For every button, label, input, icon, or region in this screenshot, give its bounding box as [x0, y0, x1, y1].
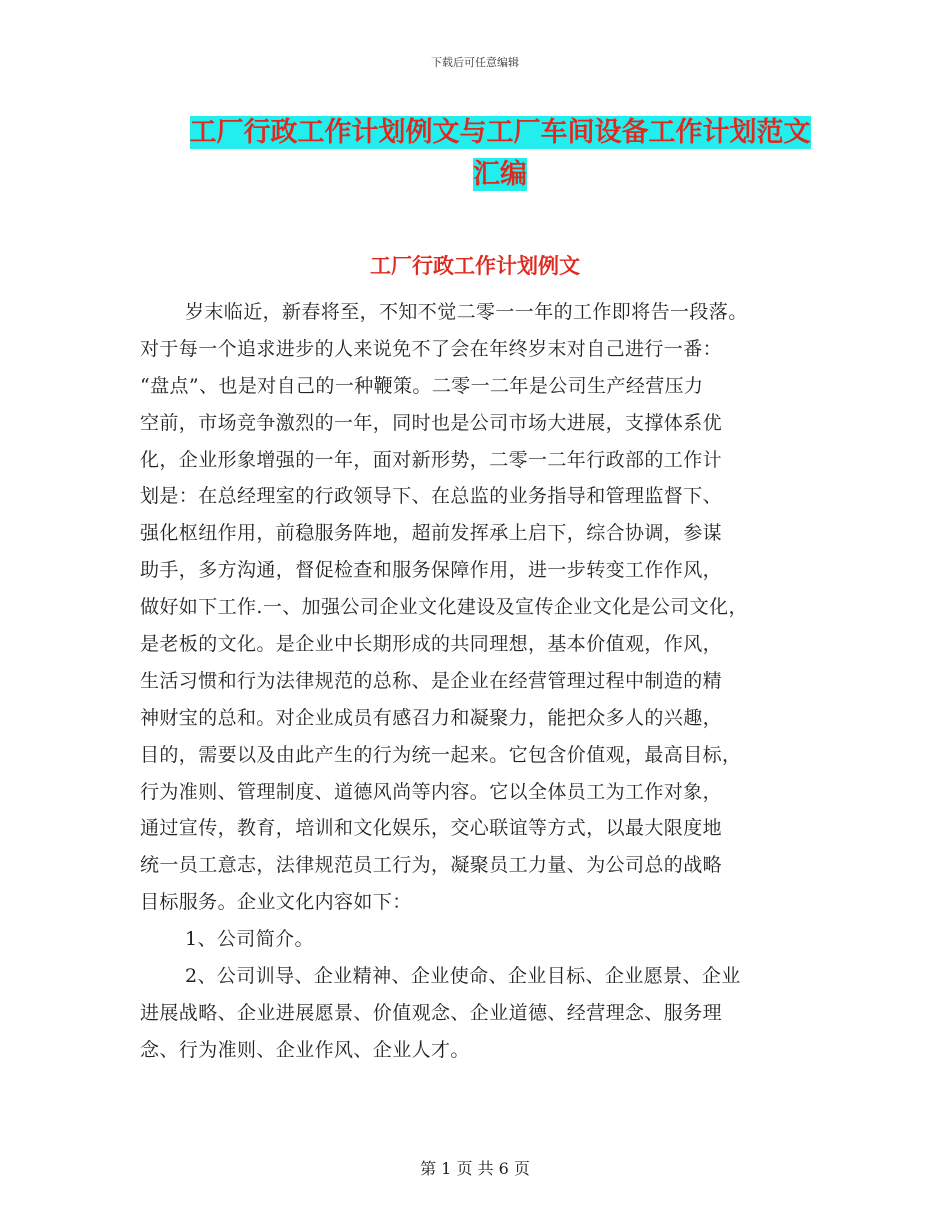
paragraph-line: 空前，市场竞争激烈的一年，同时也是公司市场大进展，支撑体系优	[140, 411, 723, 434]
paragraph-line: 行为准则、管理制度、道德风尚等内容。它以全体员工为工作对象，	[140, 780, 723, 803]
paragraph-line: 通过宣传，教育，培训和文化娱乐，交心联谊等方式，以最大限度地	[140, 817, 723, 840]
paragraph-line: 是老板的文化。是企业中长期形成的共同理想，基本价值观，作风，	[140, 633, 723, 656]
paragraph-line: 助手，多方沟通，督促检查和服务保障作用，进一步转变工作作风，	[140, 559, 723, 582]
paragraph-line: 做好如下工作.一、加强公司企业文化建设及宣传企业文化是公司文化，	[140, 596, 748, 619]
body-text	[140, 294, 820, 1069]
paragraph-line: 对于每一个追求进步的人来说免不了会在年终岁末对自己进行一番：	[140, 337, 723, 360]
paragraph-line: 念、行为准则、企业作风、企业人才。	[140, 1038, 470, 1061]
paragraph-line: 强化枢纽作用，前稳服务阵地，超前发挥承上启下，综合协调，参谋	[140, 522, 723, 545]
paragraph-line: 划是：在总经理室的行政领导下、在总监的业务指导和管理监督下、	[140, 485, 723, 508]
paragraph-line: 化，企业形象增强的一年，面对新形势，二零一二年行政部的工作计	[140, 448, 723, 471]
header-note: 下载后可任意编辑	[431, 56, 519, 69]
paragraph-line: 生活习惯和行为法律规范的总称、是企业在经营管理过程中制造的精	[140, 669, 723, 692]
list-item: 1、公司简介。	[185, 928, 314, 951]
page-footer: 第 1 页 共 6 页	[420, 1159, 530, 1178]
document-title-line-1: 工厂行政工作计划例文与工厂车间设备工作计划范文	[189, 117, 811, 148]
paragraph-line: 神财宝的总和。对企业成员有感召力和凝聚力，能把众多人的兴趣，	[140, 706, 723, 729]
paragraph-line: 目标服务。企业文化内容如下：	[140, 891, 412, 914]
paragraph-line: 岁末临近，新春将至，不知不觉二零一一年的工作即将告一段落。	[185, 301, 748, 323]
document-title	[140, 112, 860, 196]
document-title-line-2: 汇编	[473, 159, 527, 190]
paragraph-line: 统一员工意志，法律规范员工行为，凝聚员工力量、为公司总的战略	[140, 854, 723, 877]
paragraph-line: “盘点”、也是对自己的一种鞭策。二零一二年是公司生产经营压力	[140, 374, 704, 397]
section-title: 工厂行政工作计划例文	[370, 254, 580, 278]
paragraph-line: 进展战略、企业进展愿景、价值观念、企业道德、经营理念、服务理	[140, 1001, 723, 1024]
list-item: 2、公司训导、企业精神、企业使命、企业目标、企业愿景、企业	[185, 965, 741, 988]
paragraph-line: 目的，需要以及由此产生的行为统一起来。它包含价值观，最高目标，	[140, 743, 742, 766]
